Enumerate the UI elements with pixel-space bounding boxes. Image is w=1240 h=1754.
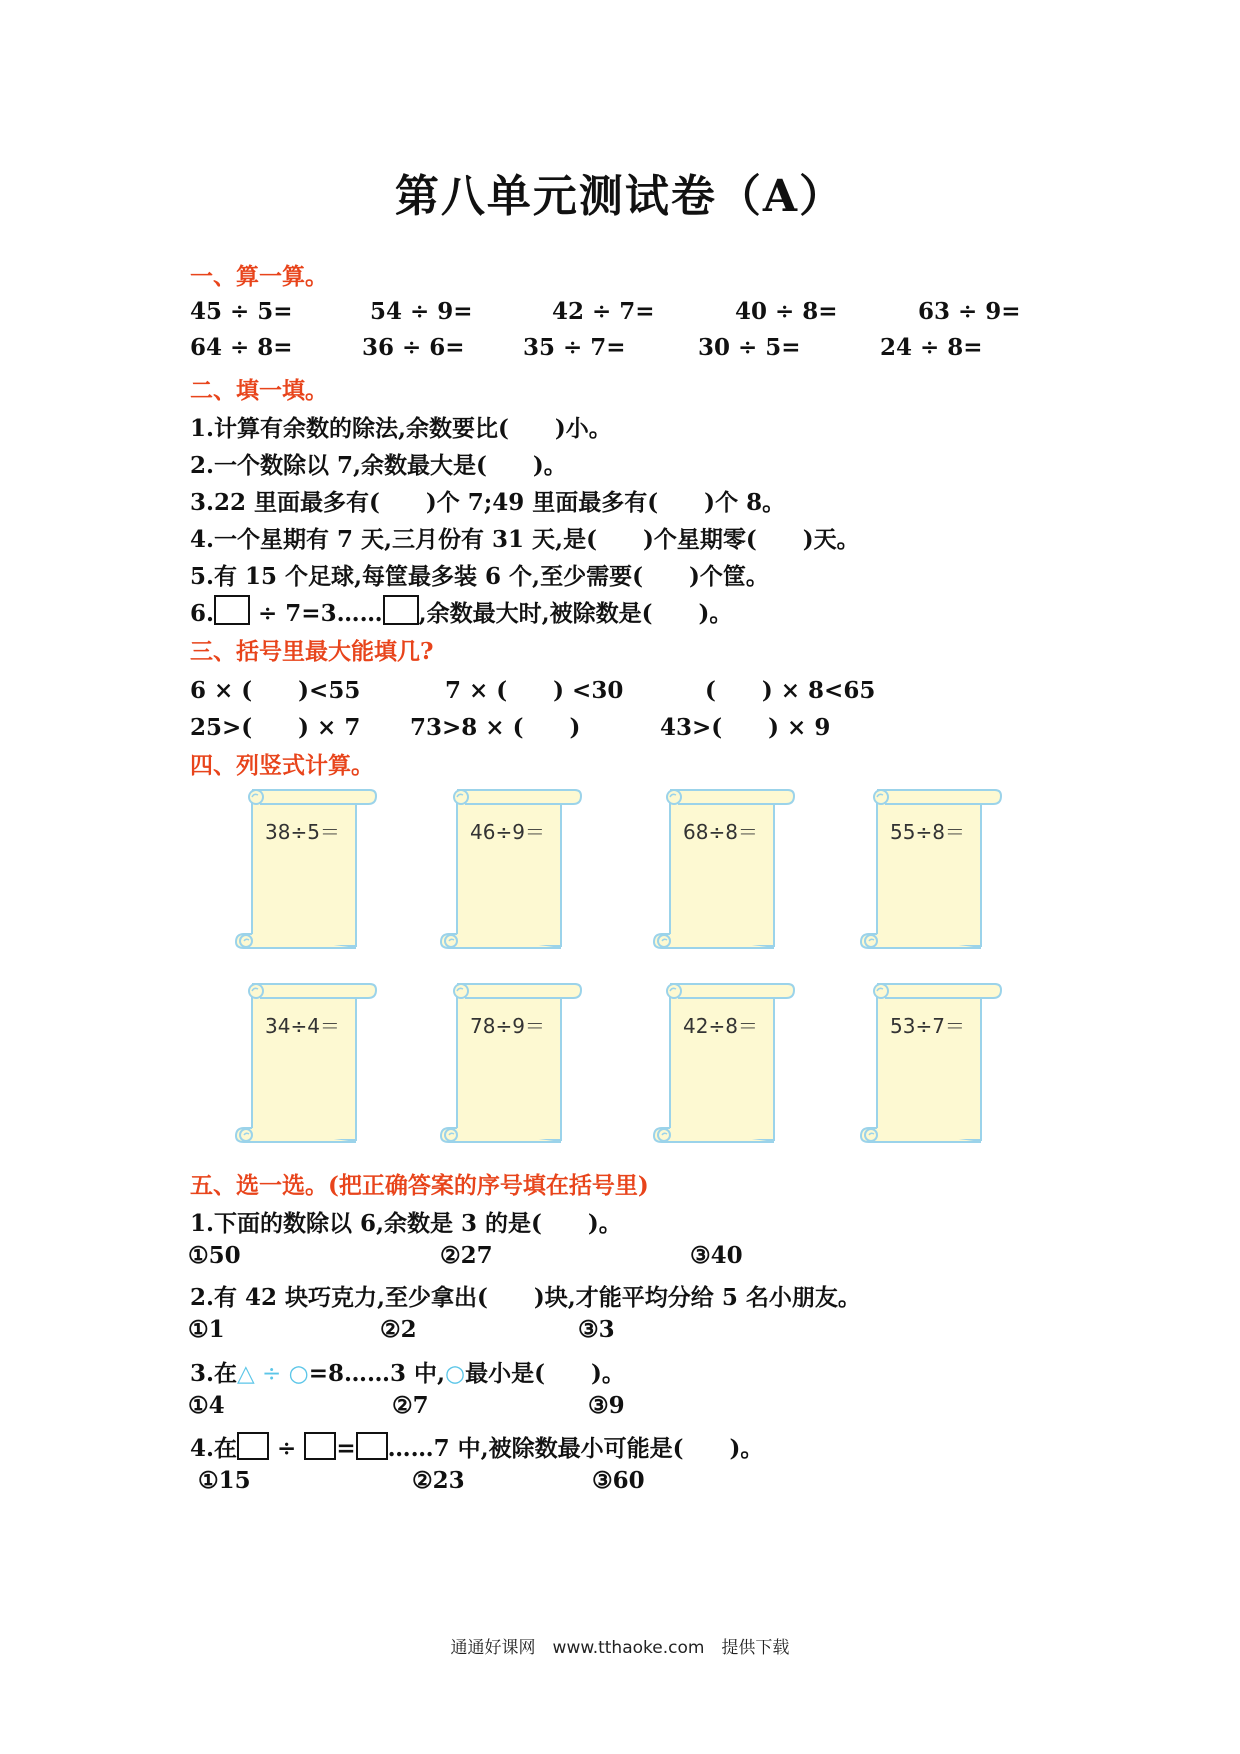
calc-item: 63 ÷ 9=: [918, 298, 1021, 325]
calc-item: 35 ÷ 7=: [523, 334, 626, 361]
option[interactable]: ②2: [380, 1316, 417, 1343]
scroll-panel: [230, 786, 380, 956]
q6-expression: ÷ 7=3……: [250, 600, 383, 627]
section-4-heading: 四、列竖式计算。: [190, 752, 374, 779]
footer-credit: 通通好课网 www.tthaoke.com 提供下载: [450, 1638, 790, 1658]
fill-question-5: 5.有 15 个足球,每筐最多装 6 个,至少需要( )个筐。: [190, 563, 769, 590]
answer-box[interactable]: [237, 1432, 269, 1460]
option[interactable]: ③9: [588, 1392, 625, 1419]
scroll-panel: [855, 980, 1005, 1150]
page-title: 第八单元测试卷（A）: [394, 171, 846, 222]
circle-icon: ○: [445, 1361, 466, 1387]
option[interactable]: ②27: [440, 1242, 493, 1269]
vertical-calc-expression: 78÷9＝: [470, 1014, 545, 1038]
scroll-graphic: [230, 786, 380, 956]
vertical-calc-expression: 46÷9＝: [470, 820, 545, 844]
option[interactable]: ②7: [392, 1392, 429, 1419]
section-5-heading: 五、选一选。(把正确答案的序号填在括号里): [190, 1172, 649, 1199]
scroll-panel: [648, 786, 798, 956]
scroll-panel: [435, 786, 585, 956]
choose-question-1: 1.下面的数除以 6,余数是 3 的是( )。: [190, 1210, 622, 1237]
scroll-graphic: [855, 786, 1005, 956]
q3-middle: =8……3 中,: [308, 1360, 445, 1387]
option[interactable]: ①1: [188, 1316, 225, 1343]
bracket-item: 43>( ) × 9: [660, 714, 831, 741]
vertical-calc-expression: 42÷8＝: [683, 1014, 758, 1038]
choose-question-3: [190, 1355, 625, 1388]
option[interactable]: ③3: [578, 1316, 615, 1343]
q4-prefix: 4.在: [190, 1435, 238, 1462]
option[interactable]: ①15: [198, 1467, 251, 1494]
answer-box[interactable]: [214, 595, 250, 625]
calc-item: 40 ÷ 8=: [735, 298, 838, 325]
calc-item: 24 ÷ 8=: [880, 334, 983, 361]
divide-sign: ÷: [269, 1435, 305, 1462]
fill-question-6: [190, 595, 732, 628]
option[interactable]: ②23: [412, 1467, 465, 1494]
q6-number: 6.: [190, 600, 215, 627]
q3-tail: 最小是( )。: [465, 1360, 625, 1387]
choose-question-4: [190, 1430, 763, 1463]
calc-item: 45 ÷ 5=: [190, 298, 293, 325]
equals-sign: =: [336, 1435, 356, 1462]
scroll-graphic: [855, 980, 1005, 1150]
scroll-panel: [648, 980, 798, 1150]
fill-question-3: 3.22 里面最多有( )个 7;49 里面最多有( )个 8。: [190, 489, 786, 516]
option[interactable]: ①4: [188, 1392, 225, 1419]
vertical-calc-expression: 55÷8＝: [890, 820, 965, 844]
scroll-graphic: [648, 980, 798, 1150]
q6-tail: ,余数最大时,被除数是( )。: [418, 600, 733, 627]
scroll-panel: [230, 980, 380, 1150]
answer-box[interactable]: [383, 595, 419, 625]
section-2-heading: 二、填一填。: [190, 377, 328, 404]
answer-box[interactable]: [304, 1432, 336, 1460]
divide-sign: ÷: [254, 1361, 289, 1387]
scroll-graphic: [648, 786, 798, 956]
bracket-item: 25>( ) × 7: [190, 714, 361, 741]
scroll-panel: [435, 980, 585, 1150]
vertical-calc-expression: 38÷5＝: [265, 820, 340, 844]
scroll-panel: [855, 786, 1005, 956]
option[interactable]: ①50: [188, 1242, 241, 1269]
circle-icon: ○: [288, 1361, 309, 1387]
calc-item: 64 ÷ 8=: [190, 334, 293, 361]
scroll-graphic: [435, 980, 585, 1150]
bracket-item: ( ) × 8<65: [705, 677, 876, 704]
answer-box[interactable]: [356, 1432, 388, 1460]
calc-item: 36 ÷ 6=: [362, 334, 465, 361]
calc-item: 54 ÷ 9=: [370, 298, 473, 325]
fill-question-2: 2.一个数除以 7,余数最大是( )。: [190, 452, 567, 479]
fill-question-1: 1.计算有余数的除法,余数要比( )小。: [190, 415, 612, 442]
triangle-icon: △: [237, 1361, 255, 1387]
q3-prefix: 3.在: [190, 1360, 238, 1387]
scroll-graphic: [435, 786, 585, 956]
scroll-graphic: [230, 980, 380, 1150]
fill-question-4: 4.一个星期有 7 天,三月份有 31 天,是( )个星期零( )天。: [190, 526, 860, 553]
bracket-item: 73>8 × ( ): [410, 714, 581, 741]
section-3-heading: 三、括号里最大能填几?: [190, 638, 434, 665]
q4-tail: ……7 中,被除数最小可能是( )。: [387, 1435, 764, 1462]
vertical-calc-expression: 68÷8＝: [683, 820, 758, 844]
calc-item: 30 ÷ 5=: [698, 334, 801, 361]
calc-item: 42 ÷ 7=: [552, 298, 655, 325]
vertical-calc-expression: 34÷4＝: [265, 1014, 340, 1038]
vertical-calc-expression: 53÷7＝: [890, 1014, 965, 1038]
bracket-item: 6 × ( )<55: [190, 677, 361, 704]
option[interactable]: ③40: [690, 1242, 743, 1269]
choose-question-2: 2.有 42 块巧克力,至少拿出( )块,才能平均分给 5 名小朋友。: [190, 1284, 861, 1311]
section-1-heading: 一、算一算。: [190, 263, 328, 290]
option[interactable]: ③60: [592, 1467, 645, 1494]
bracket-item: 7 × ( ) <30: [445, 677, 624, 704]
